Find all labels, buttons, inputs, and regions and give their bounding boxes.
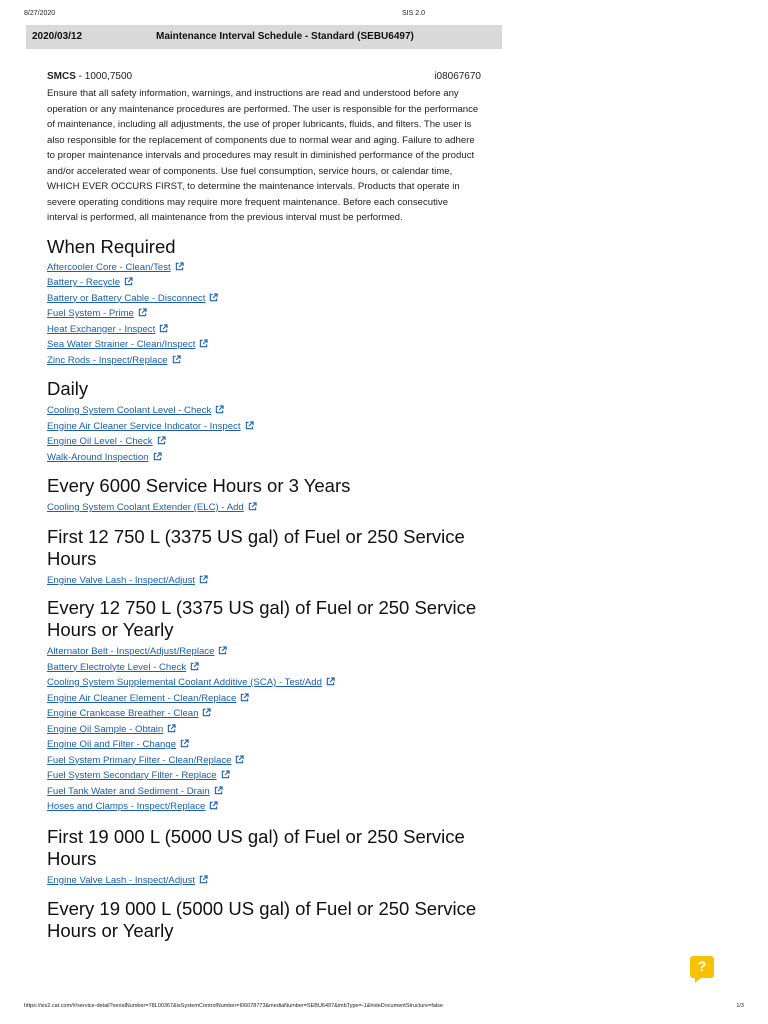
list-item xyxy=(47,306,479,322)
link-list xyxy=(47,260,479,369)
external-link-icon[interactable] xyxy=(190,662,199,671)
section-daily xyxy=(47,378,479,465)
procedure-link[interactable]: Zinc Rods - Inspect/Replace xyxy=(47,354,168,366)
list-item xyxy=(47,434,479,450)
external-link-icon[interactable] xyxy=(167,724,176,733)
section-heading: First 12 750 L (3375 US gal) of Fuel or 250 Service Hours xyxy=(47,525,465,569)
procedure-link[interactable]: Fuel Tank Water and Sediment - Drain xyxy=(47,785,210,797)
title-bar xyxy=(26,25,502,49)
procedure-link[interactable]: Fuel System - Prime xyxy=(47,308,134,319)
list-item xyxy=(47,260,479,276)
procedure-link[interactable]: Engine Oil Level - Check xyxy=(47,436,153,447)
procedure-link[interactable]: Battery or Battery Cable - Disconnect xyxy=(47,292,206,304)
list-item xyxy=(47,500,479,516)
procedure-link[interactable]: Fuel System Primary Filter - Clean/Replace xyxy=(47,754,232,766)
procedure-link[interactable]: Cooling System Coolant Extender (ELC) - Add xyxy=(47,502,244,513)
speech-bubble-tail xyxy=(695,977,702,983)
external-link-icon[interactable] xyxy=(235,755,244,764)
procedure-link[interactable]: Engine Oil Sample - Obtain xyxy=(47,723,164,735)
procedure-link[interactable]: Sea Water Strainer - Clean/Inspect xyxy=(47,339,196,350)
section-heading: Every 19 000 L (5000 US gal) of Fuel or 250 Service Hours or Yearly xyxy=(47,898,477,941)
procedure-link[interactable]: Engine Air Cleaner Element - Clean/Replace xyxy=(47,692,237,704)
external-link-icon[interactable] xyxy=(245,421,254,430)
intro-paragraph: Ensure that all safety information, warnings, and instructions are read and understood before any operation or any maintenance procedures are performed. The user is responsible for the performance of maintenance, including all adjustments, the use of proper lubricants, fluids, and filters. The user is also responsible for the replacement of components due to normal wear and aging. Failure to adhere to proper maintenance intervals and procedures may result in diminished performance of the product and/or accelerated wear of components. Use fuel consumption, service hours, or calendar time, WHICH EVER OCCURS FIRST, to determine the maintenance intervals. Products that operate in severe operating conditions may require more frequent maintenance. Before each consecutive interval is performed, all maintenance from the previous interval must be performed. xyxy=(47,88,479,223)
list-item xyxy=(47,799,479,815)
smcs-value: - 1000,7500 xyxy=(75,71,133,82)
procedure-link[interactable]: Engine Valve Lash - Inspect/Adjust xyxy=(47,574,196,586)
print-footer xyxy=(24,1003,744,1013)
external-link-icon[interactable] xyxy=(221,770,230,779)
procedure-link[interactable]: Fuel System Secondary Filter - Replace xyxy=(47,770,217,781)
list-item xyxy=(47,419,479,435)
external-link-icon[interactable] xyxy=(159,324,168,333)
external-link-icon[interactable] xyxy=(138,308,147,317)
external-link-icon[interactable] xyxy=(218,646,227,655)
external-link-icon[interactable] xyxy=(199,875,208,884)
external-link-icon[interactable] xyxy=(175,262,184,271)
list-item xyxy=(47,706,479,722)
section-heading: Every 12 750 L (3375 US gal) of Fuel or 250 Service Hours or Yearly xyxy=(47,597,477,640)
print-header xyxy=(24,10,744,22)
help-question-icon: ? xyxy=(697,958,707,974)
list-item xyxy=(47,722,479,738)
link-list xyxy=(47,644,479,815)
list-item xyxy=(47,644,479,660)
external-link-icon[interactable] xyxy=(215,405,224,414)
procedure-link[interactable]: Cooling System Supplemental Coolant Additive (SCA) - Test/Add xyxy=(47,677,322,688)
external-link-icon[interactable] xyxy=(180,739,189,748)
list-item xyxy=(47,353,479,369)
link-list xyxy=(47,403,479,465)
external-link-icon[interactable] xyxy=(248,502,257,511)
section-when-required xyxy=(47,236,479,369)
procedure-link[interactable]: Engine Crankcase Breather - Clean xyxy=(47,708,199,719)
external-link-icon[interactable] xyxy=(172,355,181,364)
section-heading: Every 6000 Service Hours or 3 Years xyxy=(47,475,351,496)
external-link-icon[interactable] xyxy=(153,452,162,461)
list-item xyxy=(47,322,479,338)
procedure-link[interactable]: Battery Electrolyte Level - Check xyxy=(47,661,187,673)
list-item xyxy=(47,450,479,466)
external-link-icon[interactable] xyxy=(199,339,208,348)
list-item xyxy=(47,784,479,800)
procedure-link[interactable]: Engine Air Cleaner Service Indicator - Inspect xyxy=(47,420,241,432)
document-title: Maintenance Interval Schedule - Standard (SEBU6497) xyxy=(156,31,414,42)
section-heading: Daily xyxy=(47,378,89,399)
procedure-link[interactable]: Engine Valve Lash - Inspect/Adjust xyxy=(47,874,196,886)
procedure-link[interactable]: Alternator Belt - Inspect/Adjust/Replace xyxy=(47,646,215,657)
section-first-19000-liters xyxy=(47,826,479,889)
document-body xyxy=(47,71,479,942)
print-date: 8/27/2020 xyxy=(24,10,56,17)
list-item xyxy=(47,753,479,769)
document-id: i08067670 xyxy=(434,71,481,82)
smcs-label: SMCS xyxy=(47,71,76,82)
external-link-icon[interactable] xyxy=(199,575,208,584)
link-list xyxy=(47,500,479,516)
document-date: 2020/03/12 xyxy=(32,31,83,42)
list-item xyxy=(47,873,479,889)
procedure-link[interactable]: Hoses and Clamps - Inspect/Replace xyxy=(47,801,206,812)
external-link-icon[interactable] xyxy=(240,693,249,702)
section-every-19000-liters xyxy=(47,898,479,942)
list-item xyxy=(47,291,479,307)
external-link-icon[interactable] xyxy=(124,277,133,286)
page-number: 1/3 xyxy=(736,1003,744,1009)
list-item xyxy=(47,337,479,353)
procedure-link[interactable]: Battery - Recycle xyxy=(47,277,121,288)
section-heading: When Required xyxy=(47,235,176,257)
list-item xyxy=(47,275,479,291)
external-link-icon[interactable] xyxy=(202,708,211,717)
list-item xyxy=(47,768,479,784)
list-item xyxy=(47,691,479,707)
meta-row xyxy=(47,71,479,85)
procedure-link[interactable]: Walk-Around Inspection xyxy=(47,451,149,463)
external-link-icon[interactable] xyxy=(214,786,223,795)
link-list xyxy=(47,573,479,589)
procedure-link[interactable]: Heat Exchanger - Inspect xyxy=(47,323,156,335)
external-link-icon[interactable] xyxy=(209,293,218,302)
list-item xyxy=(47,403,479,419)
page-url: https://sis2.cat.com/#/service-detail?serialNumber=78L00367&isSystemControlNumber=I06078773&mediaNumber=SEBU6497&imbType=-1&hideDocumentStructure=false xyxy=(24,1003,443,1009)
help-button[interactable] xyxy=(690,956,714,978)
procedure-link[interactable]: Aftercooler Core - Clean/Test xyxy=(47,261,171,273)
list-item xyxy=(47,675,479,691)
list-item xyxy=(47,737,479,753)
list-item xyxy=(47,573,479,589)
procedure-link[interactable]: Cooling System Coolant Level - Check xyxy=(47,405,212,416)
external-link-icon[interactable] xyxy=(157,436,166,445)
print-system-name: SIS 2.0 xyxy=(402,10,425,17)
external-link-icon[interactable] xyxy=(209,801,218,810)
section-heading: First 19 000 L (5000 US gal) of Fuel or 250 Service Hours xyxy=(47,825,465,869)
procedure-link[interactable]: Engine Oil and Filter - Change xyxy=(47,739,177,750)
section-first-12750-liters xyxy=(47,526,479,589)
section-every-12750-liters xyxy=(47,597,479,815)
link-list xyxy=(47,873,479,889)
section-every-6000-hours xyxy=(47,475,479,516)
external-link-icon[interactable] xyxy=(326,677,335,686)
list-item xyxy=(47,660,479,676)
